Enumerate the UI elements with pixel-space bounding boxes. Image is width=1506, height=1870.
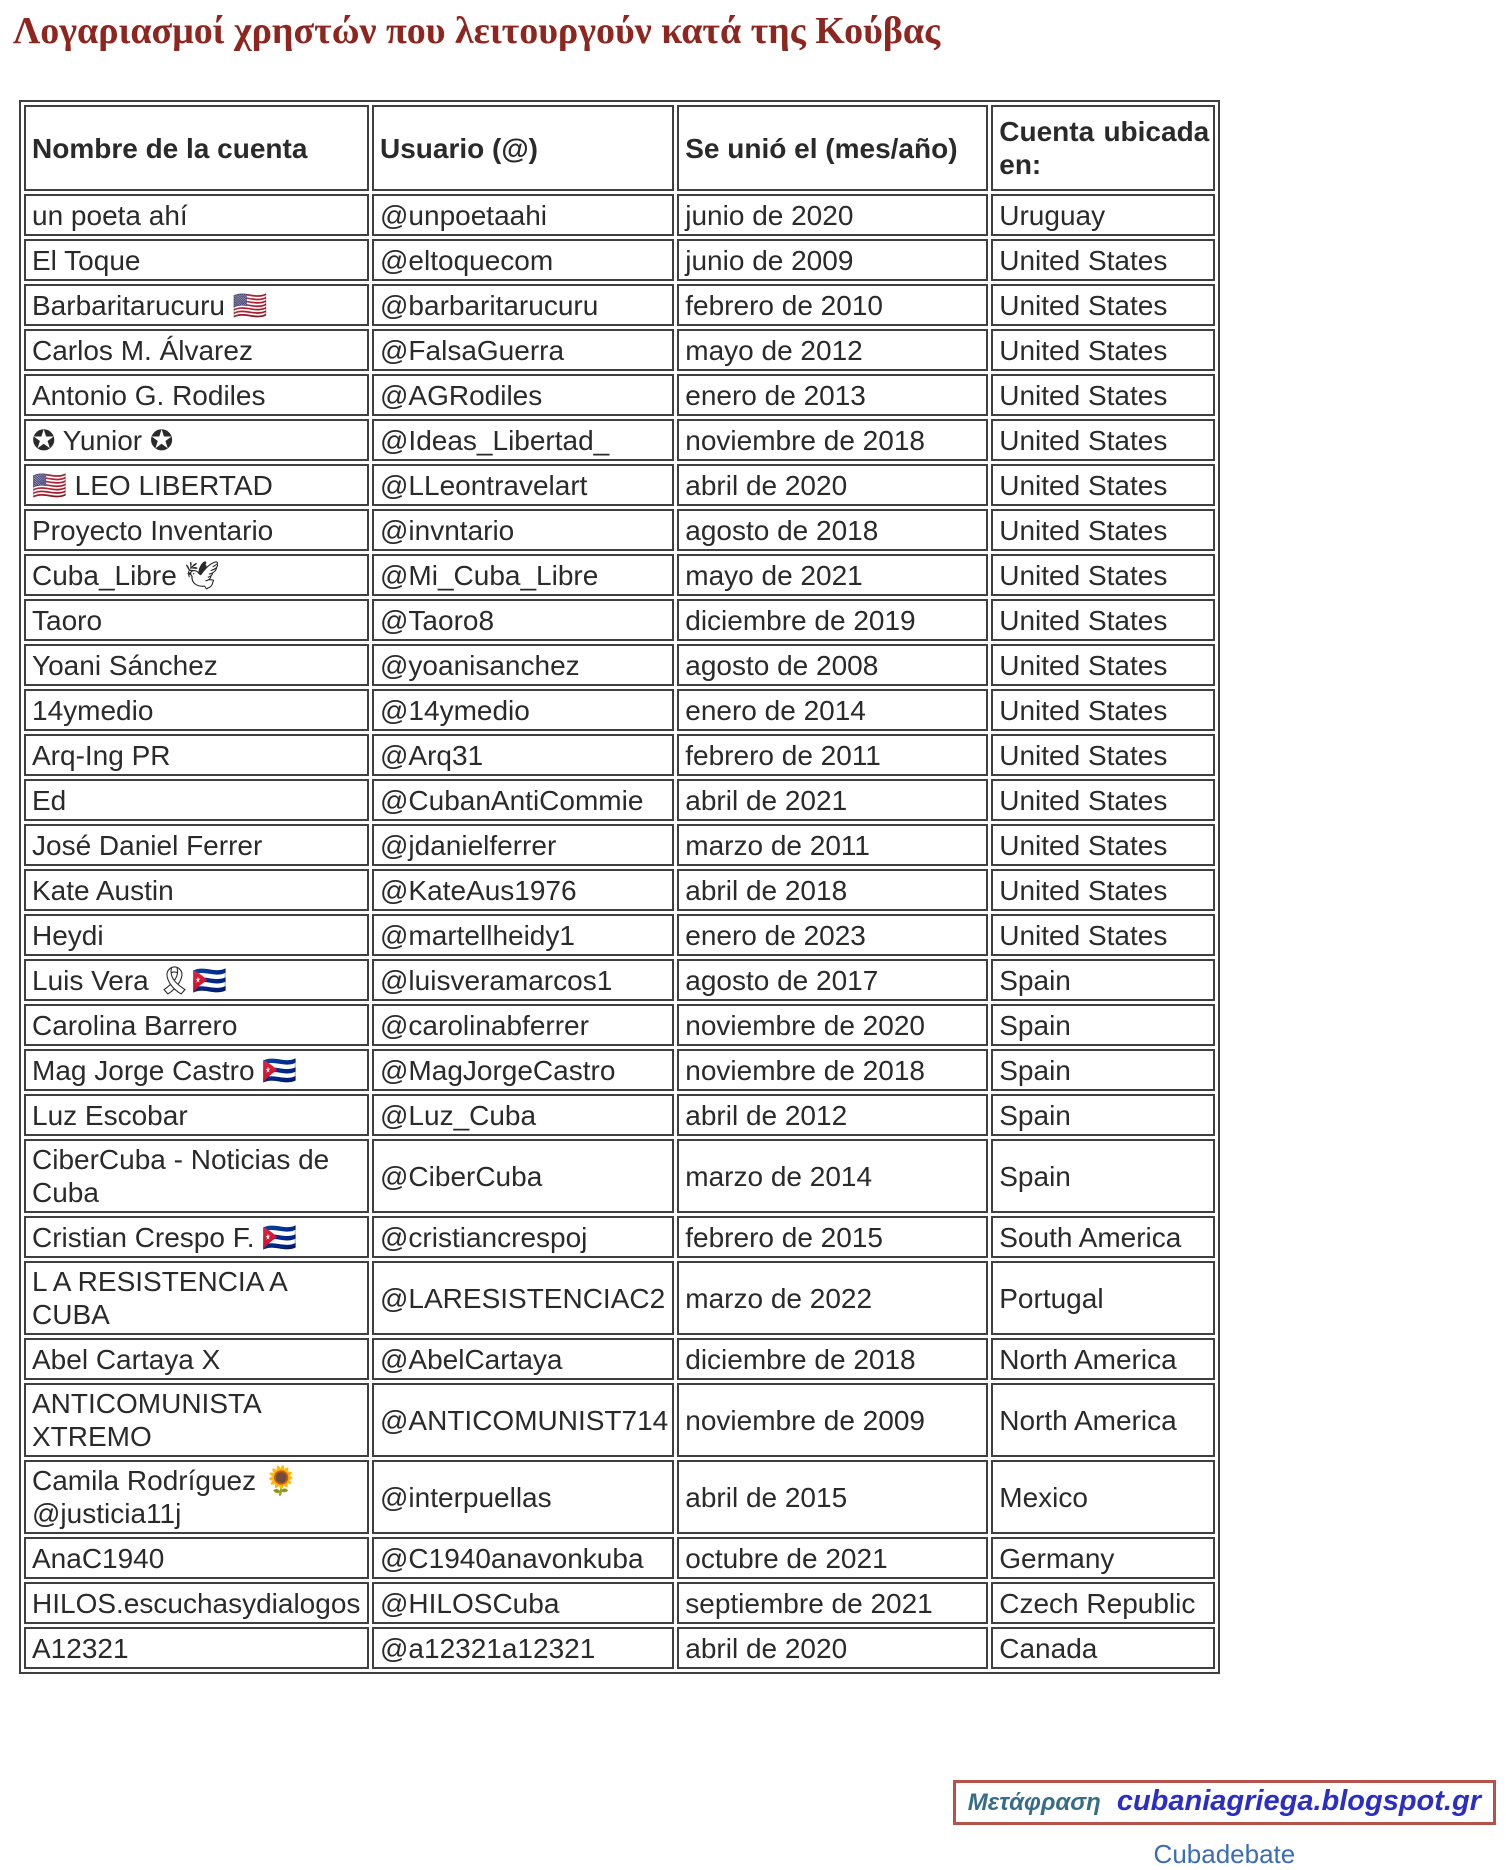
cell-account-name: ✪ Yunior ✪ (24, 419, 369, 461)
cell-account-location: Mexico (991, 1460, 1215, 1534)
table-row (24, 1261, 1215, 1335)
table-row (24, 1216, 1215, 1258)
cell-username: @Luz_Cuba (372, 1094, 674, 1136)
cell-account-name: Ed (24, 779, 369, 821)
cell-account-name: Heydi (24, 914, 369, 956)
cell-username: @Mi_Cuba_Libre (372, 554, 674, 596)
cell-account-name: 🇺🇸 LEO LIBERTAD (24, 464, 369, 506)
cell-account-location: United States (991, 689, 1215, 731)
cell-joined-date: abril de 2018 (677, 869, 988, 911)
cell-username: @interpuellas (372, 1460, 674, 1534)
blog-url-link[interactable]: cubaniagriega.blogspot.gr (1116, 1785, 1481, 1817)
table-row (24, 374, 1215, 416)
cell-account-location: Spain (991, 1139, 1215, 1213)
cell-account-location: South America (991, 1216, 1215, 1258)
cell-joined-date: agosto de 2017 (677, 959, 988, 1001)
cell-account-location: United States (991, 824, 1215, 866)
cell-username: @KateAus1976 (372, 869, 674, 911)
cell-account-location: United States (991, 419, 1215, 461)
cell-account-location: Uruguay (991, 194, 1215, 236)
cell-account-name: A12321 (24, 1627, 369, 1669)
table-row (24, 1537, 1215, 1579)
cell-username: @AbelCartaya (372, 1338, 674, 1380)
column-header-username: Usuario (@) (372, 105, 674, 191)
cell-account-name: Carlos M. Álvarez (24, 329, 369, 371)
cell-account-location: United States (991, 284, 1215, 326)
cell-username: @Arq31 (372, 734, 674, 776)
table-row (24, 689, 1215, 731)
cell-username: @invntario (372, 509, 674, 551)
cell-joined-date: abril de 2020 (677, 464, 988, 506)
table-row (24, 734, 1215, 776)
cell-account-location: United States (991, 734, 1215, 776)
table-row (24, 329, 1215, 371)
cell-joined-date: agosto de 2018 (677, 509, 988, 551)
cell-account-location: United States (991, 644, 1215, 686)
cell-account-location: North America (991, 1338, 1215, 1380)
cell-joined-date: octubre de 2021 (677, 1537, 988, 1579)
table-row (24, 554, 1215, 596)
cell-account-location: United States (991, 464, 1215, 506)
cell-account-location: United States (991, 599, 1215, 641)
cell-username: @MagJorgeCastro (372, 1049, 674, 1091)
cell-account-name: Luz Escobar (24, 1094, 369, 1136)
cell-joined-date: febrero de 2010 (677, 284, 988, 326)
cell-account-name: 14ymedio (24, 689, 369, 731)
cell-joined-date: septiembre de 2021 (677, 1582, 988, 1624)
cell-account-name: CiberCuba - Noticias de Cuba (24, 1139, 369, 1213)
cell-username: @Taoro8 (372, 599, 674, 641)
table-row (24, 419, 1215, 461)
cell-joined-date: enero de 2014 (677, 689, 988, 731)
table-row (24, 869, 1215, 911)
cell-account-location: United States (991, 554, 1215, 596)
cell-account-name: Carolina Barrero (24, 1004, 369, 1046)
cell-joined-date: junio de 2020 (677, 194, 988, 236)
cell-account-name: Abel Cartaya X (24, 1338, 369, 1380)
cell-account-name: Cuba_Libre 🕊 (24, 554, 369, 596)
cell-account-name: El Toque (24, 239, 369, 281)
table-row (24, 644, 1215, 686)
cell-joined-date: agosto de 2008 (677, 644, 988, 686)
cell-account-name: ANTICOMUNISTA XTREMO (24, 1383, 369, 1457)
cell-joined-date: abril de 2021 (677, 779, 988, 821)
source-link[interactable]: Cubadebate (1153, 1839, 1296, 1869)
cell-username: @martellheidy1 (372, 914, 674, 956)
cell-joined-date: diciembre de 2018 (677, 1338, 988, 1380)
cell-joined-date: abril de 2020 (677, 1627, 988, 1669)
table-row (24, 779, 1215, 821)
column-header-joined-date: Se unió el (mes/año) (677, 105, 988, 191)
cell-account-location: Portugal (991, 1261, 1215, 1335)
cell-account-name: Cristian Crespo F. 🇨🇺 (24, 1216, 369, 1258)
cell-username: @Ideas_Libertad_ (372, 419, 674, 461)
accounts-table-body (24, 194, 1215, 1669)
cell-account-name: AnaC1940 (24, 1537, 369, 1579)
table-row (24, 239, 1215, 281)
cell-account-location: United States (991, 329, 1215, 371)
cell-account-location: United States (991, 914, 1215, 956)
table-row (24, 1383, 1215, 1457)
cell-account-name: HILOS.escuchasydialogos (24, 1582, 369, 1624)
table-header-row (24, 105, 1215, 191)
cell-account-name: L A RESISTENCIA A CUBA (24, 1261, 369, 1335)
cell-username: @unpoetaahi (372, 194, 674, 236)
cell-account-location: United States (991, 509, 1215, 551)
cell-username: @CubanAntiCommie (372, 779, 674, 821)
cell-joined-date: noviembre de 2018 (677, 419, 988, 461)
cell-username: @C1940anavonkuba (372, 1537, 674, 1579)
accounts-table (19, 100, 1220, 1674)
cell-account-location: United States (991, 239, 1215, 281)
cell-account-name: Antonio G. Rodiles (24, 374, 369, 416)
footer-column (953, 1780, 1496, 1870)
cell-account-name: Kate Austin (24, 869, 369, 911)
cell-account-location: United States (991, 779, 1215, 821)
cell-joined-date: marzo de 2011 (677, 824, 988, 866)
table-row (24, 1004, 1215, 1046)
cell-account-name: un poeta ahí (24, 194, 369, 236)
table-row (24, 1049, 1215, 1091)
cell-username: @14ymedio (372, 689, 674, 731)
cell-joined-date: mayo de 2012 (677, 329, 988, 371)
translation-label: Μετάφραση (967, 1789, 1101, 1816)
cell-username: @ANTICOMUNIST714 (372, 1383, 674, 1457)
cell-account-name: Taoro (24, 599, 369, 641)
table-row (24, 599, 1215, 641)
table-row (24, 1094, 1215, 1136)
column-header-account-location: Cuenta ubicada en: (991, 105, 1215, 191)
cell-joined-date: enero de 2013 (677, 374, 988, 416)
table-row (24, 509, 1215, 551)
cell-account-name: Proyecto Inventario (24, 509, 369, 551)
cell-joined-date: noviembre de 2018 (677, 1049, 988, 1091)
cell-username: @luisveramarcos1 (372, 959, 674, 1001)
cell-account-name: Barbaritarucuru 🇺🇸 (24, 284, 369, 326)
cell-account-name: Mag Jorge Castro 🇨🇺 (24, 1049, 369, 1091)
table-row (24, 1582, 1215, 1624)
table-row (24, 194, 1215, 236)
cell-username: @HILOSCuba (372, 1582, 674, 1624)
cell-joined-date: abril de 2015 (677, 1460, 988, 1534)
cell-joined-date: marzo de 2014 (677, 1139, 988, 1213)
table-row (24, 1460, 1215, 1534)
cell-account-location: Spain (991, 1049, 1215, 1091)
cell-username: @AGRodiles (372, 374, 674, 416)
page-title: Λογαριασμοί χρηστών που λειτουργούν κατά της Κούβας (13, 10, 941, 52)
translation-badge (953, 1780, 1496, 1825)
cell-account-location: Germany (991, 1537, 1215, 1579)
cell-joined-date: febrero de 2011 (677, 734, 988, 776)
cell-username: @a12321a12321 (372, 1627, 674, 1669)
cell-username: @carolinabferrer (372, 1004, 674, 1046)
cell-joined-date: febrero de 2015 (677, 1216, 988, 1258)
cell-joined-date: noviembre de 2009 (677, 1383, 988, 1457)
cell-username: @jdanielferrer (372, 824, 674, 866)
cell-username: @CiberCuba (372, 1139, 674, 1213)
column-header-account-name: Nombre de la cuenta (24, 105, 369, 191)
cell-username: @LARESISTENCIAC2 (372, 1261, 674, 1335)
cell-account-location: Spain (991, 1094, 1215, 1136)
cell-joined-date: junio de 2009 (677, 239, 988, 281)
cell-username: @LLeontravelart (372, 464, 674, 506)
cell-username: @yoanisanchez (372, 644, 674, 686)
cell-account-name: José Daniel Ferrer (24, 824, 369, 866)
cell-account-location: Czech Republic (991, 1582, 1215, 1624)
cell-account-location: United States (991, 374, 1215, 416)
cell-joined-date: noviembre de 2020 (677, 1004, 988, 1046)
cell-joined-date: diciembre de 2019 (677, 599, 988, 641)
table-row (24, 959, 1215, 1001)
table-row (24, 1338, 1215, 1380)
cell-account-location: North America (991, 1383, 1215, 1457)
cell-joined-date: mayo de 2021 (677, 554, 988, 596)
cell-account-location: Spain (991, 959, 1215, 1001)
cell-account-name: Arq-Ing PR (24, 734, 369, 776)
table-row (24, 464, 1215, 506)
cell-account-location: Canada (991, 1627, 1215, 1669)
cell-account-name: Yoani Sánchez (24, 644, 369, 686)
cell-username: @barbaritarucuru (372, 284, 674, 326)
cell-account-location: Spain (991, 1004, 1215, 1046)
cell-joined-date: enero de 2023 (677, 914, 988, 956)
table-row (24, 824, 1215, 866)
cell-joined-date: abril de 2012 (677, 1094, 988, 1136)
footer (0, 1780, 1496, 1870)
cell-joined-date: marzo de 2022 (677, 1261, 988, 1335)
table-row (24, 284, 1215, 326)
cell-username: @eltoquecom (372, 239, 674, 281)
cell-account-name: Luis Vera 🎗🇨🇺 (24, 959, 369, 1001)
table-row (24, 914, 1215, 956)
cell-account-name: Camila Rodríguez 🌻 @justicia11j (24, 1460, 369, 1534)
table-row (24, 1627, 1215, 1669)
cell-username: @cristiancrespoj (372, 1216, 674, 1258)
cell-account-location: United States (991, 869, 1215, 911)
cell-username: @FalsaGuerra (372, 329, 674, 371)
table-row (24, 1139, 1215, 1213)
